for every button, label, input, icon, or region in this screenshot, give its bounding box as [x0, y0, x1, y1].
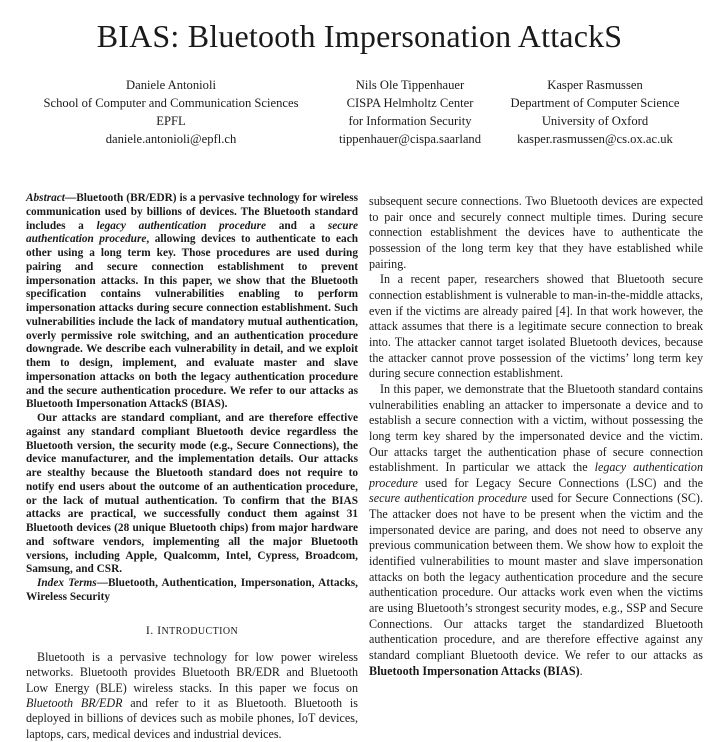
index-terms: Index Terms—Bluetooth, Authentication, Impersonation, Attacks, Wireless Security [26, 577, 358, 603]
paper-title: BIAS: Bluetooth Impersonation AttackS [96, 18, 623, 54]
abstract-label: Abstract [26, 192, 65, 204]
author-name: Daniele Antonioli [126, 78, 216, 92]
index-terms-label: Index Terms [37, 577, 97, 589]
author-affiliation: Department of Computer Science [510, 96, 680, 110]
author-2 [322, 76, 498, 148]
right-column [369, 194, 703, 679]
left-column [26, 192, 358, 742]
section-heading: I. INTRODUCTION [145, 622, 239, 637]
author-email: tippenhauer@cispa.saarland [338, 132, 482, 146]
abstract-paragraph: Abstract—Bluetooth (BR/EDR) is a pervasive technology for wireless communication used by billions of devices. The Bluetooth standard includes a legacy authentication procedure and a secure authentication procedure, allowing devices to authenticate to each other using a long term key. Those procedures are used during pairing and secure connection establishment to prevent impersonation attacks. In this paper, we show that the Bluetooth specification contains vulnerabilities enabling to perform impersonation attacks during secure connection establishment. Such vulnerabilities include the lack of mandatory mutual authentication, overly permissive role switching, and an authentication procedure downgrade. We describe each vulnerability in detail, and we exploit them to design, implement, and evaluate master and slave impersonation attacks on both the legacy authentication procedure and the secure authentication procedure. We refer to our attacks as Bluetooth Impersonation AttackS (BIAS). [26, 192, 358, 411]
author-name: Nils Ole Tippenhauer [355, 78, 465, 92]
abstract-paragraph: Our attacks are standard compliant, and are therefore effective against any standard compliant Bluetooth device regardless the Bluetooth version, the security mode (e.g., Secure Connections), the device manufacturer, and the implementation details. Our attacks are stealthy because the Bluetooth standard does not require to notify end users about the outcome of an authentication procedure, or the lack of mutual authentication. To confirm that the BIAS attacks are practical, we successfully conduct them against 31 Bluetooth devices (28 unique Bluetooth chips) from major hardware and software vendors, implementing all the major Bluetooth versions, including Apple, Qualcomm, Intel, Cypress, Broadcom, Samsung, and CSR. [26, 412, 358, 576]
introduction-body [26, 650, 358, 742]
author-1 [36, 76, 306, 148]
body-paragraph: Bluetooth is a pervasive technology for low power wireless networks. Bluetooth provides Bluetooth BR/EDR and Bluetooth Low Energy (BLE) wireless stacks. In this paper we focus on Bluetooth BR/EDR and refer to it as Bluetooth. Bluetooth is deployed in billions of devices such as mobile phones, IoT devices, laptops, cars, medical devices and industrial devices. [26, 649, 358, 741]
author-affiliation: EPFL [156, 114, 186, 128]
author-affiliation: School of Computer and Communication Sciences [43, 96, 299, 110]
author-name: Kasper Rasmussen [547, 78, 643, 92]
body-paragraph: In this paper, we demonstrate that the Bluetooth standard contains vulnerabilities enabling an attacker to impersonate a device and to establish a secure connection with a victim, without possessing the long term key shared by the impersonated device and the victim. Our attacks target the authentication phase of secure connection establishment. In particular we attack the legacy authentication procedure used for Legacy Secure Connections (LSC) and the secure authentication procedure used for Secure Connections (SC). The attacker does not have to be present when the victim and the impersonated device are paring, and does not need to observe any previous communication between them. We show how to exploit the identified vulnerabilities to mount master and slave impersonation attacks on both the legacy authentication procedure and the secure authentication procedure. Our attacks work even when the victims are using Bluetooth’s strongest security modes, e.g., SSP and Secure Connections. Our attacks target the standardized Bluetooth authentication procedure, and are therefore effective against any standard compliant Bluetooth device. We refer to our attacks as Bluetooth Impersonation Attacks (BIAS). [369, 381, 703, 678]
author-affiliation: University of Oxford [541, 114, 649, 128]
abstract [26, 192, 358, 577]
author-affiliation: for Information Security [348, 114, 472, 128]
body-paragraph: In a recent paper, researchers showed that Bluetooth secure connection establishment is vulnerable to man-in-the-middle attacks, even if the victims are already paired [4]. In that work however, the attack assumes that there is a legitimate secure connection to break into. The attacker cannot target isolated Bluetooth devices, because the attacker cannot prove possession of the victims’ long term key during secure connection establishment. [369, 272, 703, 381]
author-3 [497, 76, 693, 148]
author-email: kasper.rasmussen@cs.ox.ac.uk [517, 132, 673, 146]
author-affiliation: CISPA Helmholtz Center [346, 96, 474, 110]
author-email: daniele.antonioli@epfl.ch [105, 132, 237, 146]
author-block [0, 76, 719, 146]
body-paragraph: subsequent secure connections. Two Bluetooth devices are expected to pair once and securely connect multiple times. During secure connection establishment the devices have to authenticate the possession of the long term key that they have established while pairing. [369, 194, 703, 271]
